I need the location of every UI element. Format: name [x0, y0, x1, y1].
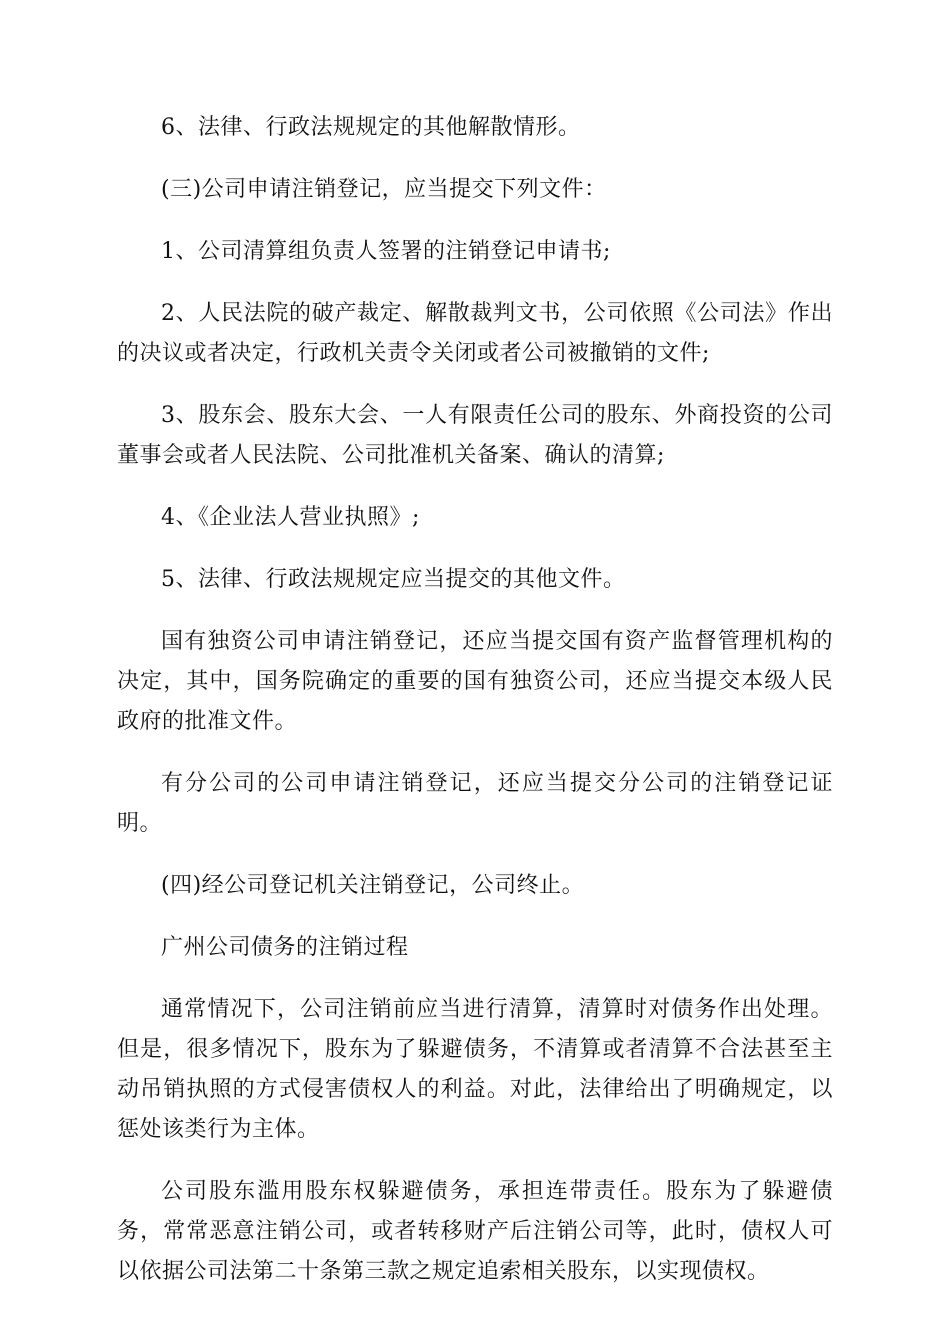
- paragraph-document-item-5: 5、法律、行政法规规定应当提交的其他文件。: [161, 567, 626, 592]
- paragraph-document-item-3: 3、股东会、股东大会、一人有限责任公司的股东、外商投资的公司董事会或者人民法院、公司批准机关备案、确认的清算;: [117, 403, 833, 468]
- paragraph-shareholder-liability: 公司股东滥用股东权躲避债务，承担连带责任。股东为了躲避债务，常常恶意注销公司，或者转移财产后注销公司等，此时，债权人可以依据公司法第二十条第三款之规定追索相关股东，以实现债权。: [117, 1179, 833, 1284]
- document-body: [117, 108, 833, 1314]
- paragraph-liquidation-normal: 通常情况下，公司注销前应当进行清算，清算时对债务作出处理。但是，很多情况下，股东为了躲避债务，不清算或者清算不合法甚至主动吊销执照的方式侵害债权人的利益。对此，法律给出了明确规定，以惩处该类行为主体。: [117, 997, 833, 1142]
- paragraph-subheading-debt-process: 广州公司债务的注销过程: [161, 935, 409, 960]
- paragraph-document-item-2: 2、人民法院的破产裁定、解散裁判文书，公司依照《公司法》作出的决议或者决定，行政机关责令关闭或者公司被撤销的文件;: [117, 301, 833, 366]
- paragraph-section-4: (四)经公司登记机关注销登记，公司终止。: [161, 873, 585, 898]
- paragraph-dissolution-item-6: 6、法律、行政法规规定的其他解散情形。: [161, 115, 581, 140]
- paragraph-section-3-heading: (三)公司申请注销登记，应当提交下列文件：: [161, 177, 607, 202]
- paragraph-document-item-4: 4、《企业法人营业执照》;: [161, 505, 420, 530]
- paragraph-document-item-1: 1、公司清算组负责人签署的注销登记申请书;: [161, 239, 611, 264]
- paragraph-branch-company: 有分公司的公司申请注销登记，还应当提交分公司的注销登记证明。: [117, 771, 833, 836]
- paragraph-state-owned-company: 国有独资公司申请注销登记，还应当提交国有资产监督管理机构的决定，其中，国务院确定的重要的国有独资公司，还应当提交本级人民政府的批准文件。: [117, 629, 833, 734]
